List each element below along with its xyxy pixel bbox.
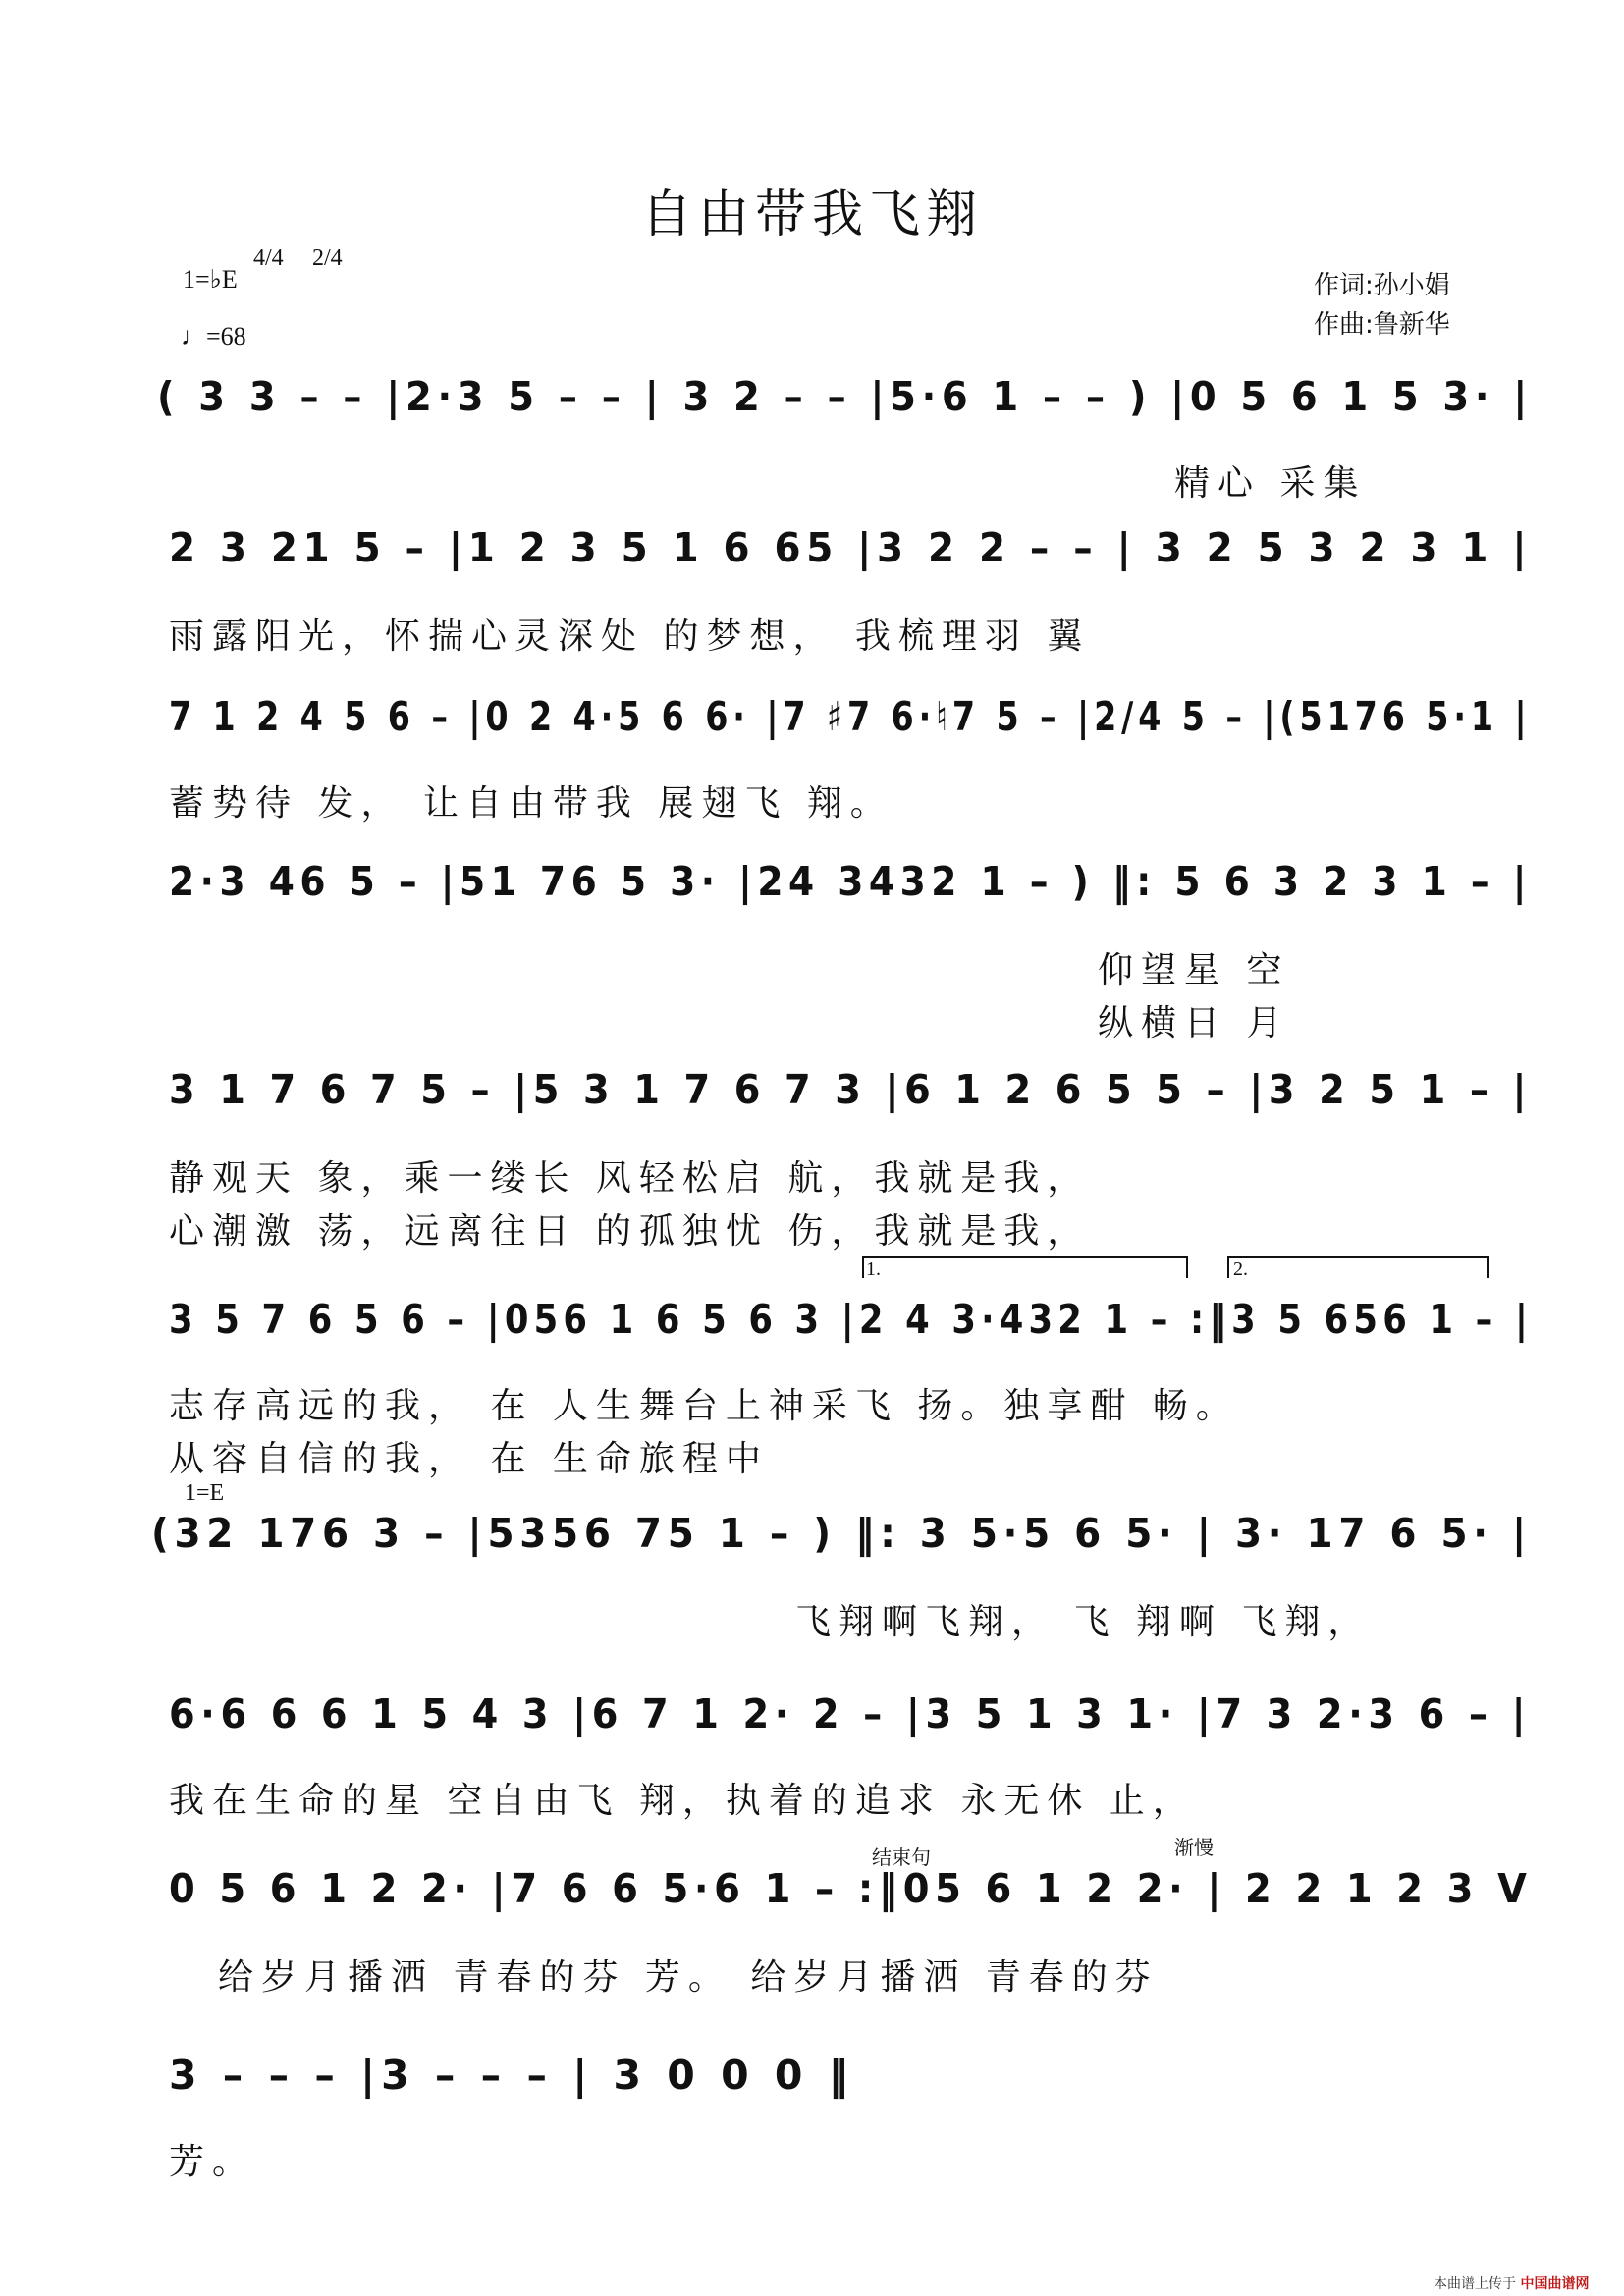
notation-row-7: (32 176 3 – |5356 75 1 – ) ‖: 3 5·5 6 5· | 3· 17 6 5· | — [151, 1510, 1532, 1557]
lyric-row-7-line-1: 飞翔啊飞翔， 飞 翔啊 飞翔， — [795, 1602, 1372, 1642]
notation-row-2: 2 3 21 5 – |1 2 3 5 1 6 65 |3 2 2 – – | 3 2 5 3 2 3 1 | — [169, 524, 1533, 571]
lyric-row-2-line-1: 雨露阳光，怀揣心灵深处 的梦想， 我梳理羽 翼 — [169, 616, 1091, 657]
lyric-row-6-line-2: 从容自信的我， 在 生命旅程中 — [169, 1439, 769, 1479]
lyric-row-1-line-1: 精心 采集 — [1174, 463, 1367, 504]
notation-row-10: 3 – – – |3 – – – | 3 0 0 0 ‖ — [169, 2052, 855, 2099]
notation-row-3: 7 1 2 4 5 6 – |0 2 4·5 6 6· |7 ♯7 6·♮7 5 – |2/4 5 – |(5176 5·1 | — [169, 693, 1532, 740]
volta-2-bracket — [1227, 1256, 1489, 1278]
notation-row-8: 6·6 6 6 1 5 4 3 |6 7 1 2· 2 – |3 5 1 3 1· |7 3 2·3 6 – | — [169, 1690, 1532, 1737]
tempo-mark: ♩=68 — [181, 322, 246, 350]
lyric-row-9-line-1: 给岁月播洒 青春的芬 芳。 给岁月播洒 青春的芬 — [218, 1957, 1159, 1998]
notation-row-6: 3 5 7 6 5 6 – |056 1 6 5 6 3 |2 4 3·432 1 – :‖3 5 656 1 – | — [169, 1296, 1534, 1343]
time-signature-2-4: 2/4 — [312, 245, 343, 271]
lyric-row-5-line-1: 静观天 象，乘一缕长 风轻松启 航，我就是我， — [169, 1158, 1091, 1199]
volta-1-label: 1. — [866, 1258, 881, 1280]
volta-2-label: 2. — [1233, 1258, 1248, 1280]
volta-1-bracket — [862, 1256, 1188, 1278]
time-signature-4-4: 4/4 — [253, 245, 284, 271]
lyric-row-3-line-1: 蓄势待 发， 让自由带我 展翅飞 翔。 — [169, 783, 893, 824]
lyric-row-6-line-1: 志存高远的我， 在 人生舞台上神采飞 扬。独享酣 畅。 — [169, 1386, 1239, 1426]
rit-label: 渐慢 — [1174, 1838, 1214, 1859]
lyric-row-4-line-1: 仰望星 空 — [1098, 950, 1290, 990]
notation-row-1: ( 3 3 – – |2·3 5 – – | 3 2 – – |5·6 1 – – ) |0 5 6 1 5 3· | — [157, 373, 1533, 420]
song-title: 自由带我飞翔 — [640, 186, 983, 244]
lyricist-credit: 作词:孙小娟 — [1314, 271, 1450, 300]
notation-row-4: 2·3 46 5 – |51 76 5 3· |24 3432 1 – ) ‖: 5 6 3 2 3 1 – | — [169, 858, 1533, 905]
notation-row-9: 0 5 6 1 2 2· |7 6 6 5·6 1 – :‖05 6 1 2 2· | 2 2 1 2 3 V — [169, 1865, 1533, 1912]
lyric-row-8-line-1: 我在生命的星 空自由飞 翔，执着的追求 永无休 止， — [169, 1781, 1196, 1821]
key-signature: 1=♭E — [183, 265, 238, 294]
lyric-row-5-line-2: 心潮激 荡，远离往日 的孤独忧 伤，我就是我， — [169, 1211, 1091, 1252]
upload-watermark — [1434, 2273, 1589, 2293]
watermark-site-logo: 中国曲谱网 — [1520, 2276, 1590, 2292]
notation-row-5: 3 1 7 6 7 5 – |5 3 1 7 6 7 3 |6 1 2 6 5 5 – |3 2 5 1 – | — [169, 1066, 1533, 1113]
ending-phrase-label: 结束句 — [872, 1847, 931, 1869]
lyric-row-10-line-1: 芳。 — [169, 2142, 256, 2182]
composer-credit: 作曲:鲁新华 — [1314, 310, 1450, 340]
lyric-row-4-line-2: 纵横日 月 — [1098, 1003, 1290, 1043]
key-change-label: 1=E — [185, 1480, 225, 1506]
watermark-prefix: 本曲谱上传于 — [1434, 2276, 1516, 2292]
